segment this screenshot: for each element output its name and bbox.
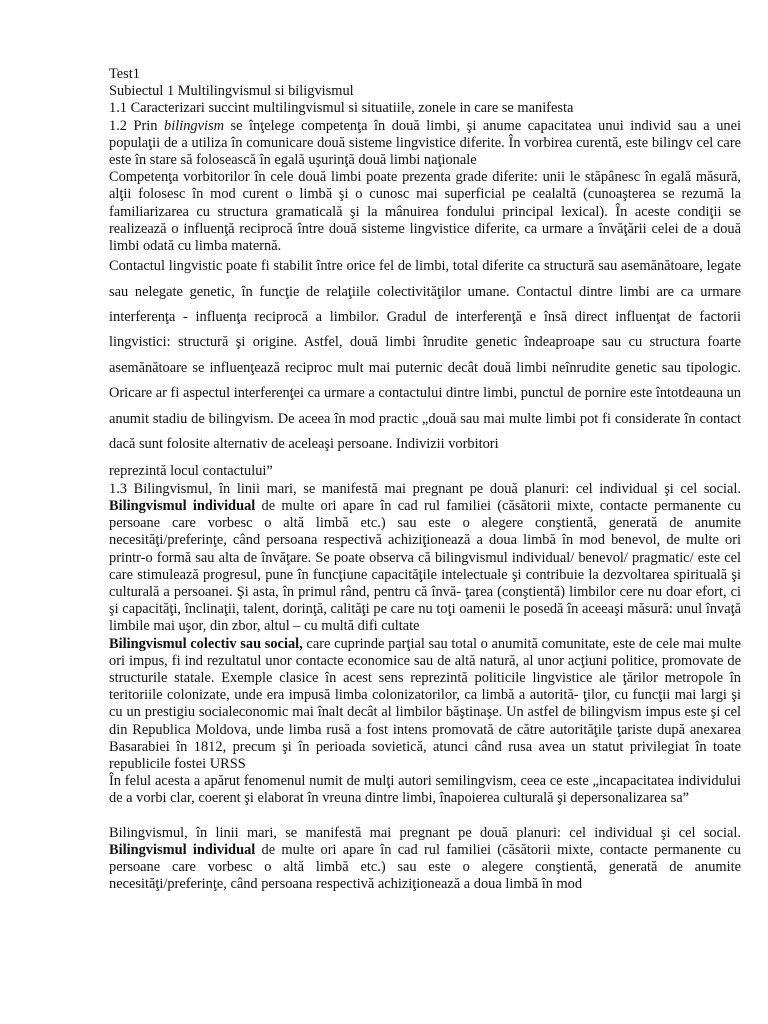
bold-bilingvismul-individual: Bilingvismul individual: [109, 497, 256, 514]
term-bilingvism: bilingvism: [164, 117, 225, 134]
bold-bilingvismul-individual-repeat: Bilingvismul individual: [109, 841, 256, 858]
paragraph-1-2-rest: se înţelege competenţa în două limbi, şi anume capacitatea unui individ sau a unei populaţii de a utiliza în comunicare două sisteme lingvistice diferite. În vorbirea curentă, este bilingv cel care este în stare să folosească în egală uşurinţă două limbi naţionale: [109, 117, 741, 169]
paragraph-repeat-rest: de multe ori apare în cad rul familiei (căsătorii mixte, contacte permanente cu persoane care vorbesc o altă limbă etc.) sau este o alegere conştientă, generată de anumite necesităţi/preferinţe, când persoana respectivă achiziţionează a doua limbă în mod: [109, 841, 741, 893]
paragraph-1-3-prefix: 1.3 Bilingvismul, în linii mari, se manifestă mai pregnant pe două planuri: cel individual şi cel social.: [109, 480, 741, 497]
paragraph-1-3-rest: de multe ori apare în cad rul familiei (căsătorii mixte, contacte permanente cu persoane care vorbesc o altă limbă etc.) sau este o alegere conştientă, generată de anumite necesităţi/preferinţe, când persoana respectivă achiziţionează a doua limbă în mod benevol, de multe ori printr-o formă sau alta de învăţare. Se poate observa că bilingvismul individual/ benevol/ pragmatic/ este cel care stimulează progresul, pune în funcţiune capacităţile intelectuale şi contribuie la dezvoltarea spirituală şi culturală a persoanei. Şi asta, în primul rând, pentru că învă- ţarea (conştientă) limbilor cere nu doar efort, ci şi capacităţi, înclinaţii, talent, dorinţă, calităţi pe care nu toţi oamenii le posedă în aceeaşi măsură: unul învaţă limbile mai uşor, din zbor, altul – cu multă difi cultate: [109, 497, 741, 635]
paragraph-1-2: [109, 118, 741, 170]
bold-bilingvismul-colectiv: Bilingvismul colectiv sau social,: [109, 635, 303, 652]
paragraph-contact-lingvistic: Contactul lingvistic poate fi stabilit între orice fel de limbi, total diferite ca structură sau asemănătoare, legate sau nelegate genetic, în funcţie de relaţiile colectivităţilor umane. Contactul dintre limbi are ca urmare interferenţa - influenţa reciprocă a limbilor. Gradul de interferenţă e însă direct influenţat de factorii lingvistici: structură şi origine. Astfel, două limbi înrudite genetic îndeaproape sau cu structura foarte asemănătoare se influenţează reciproc mult mai puternic decât două limbi neînrudite genetic sau tipologic. Oricare ar fi aspectul interferenţei ca urmare a contactului dintre limbi, punctul de pornire este întotdeauna un anumit stadiu de bilingvism. De aceea în mod practic „două sau mai multe limbi pot fi considerate în contact dacă sunt folosite alternativ de aceleaşi persoane. Indivizii vorbitori: [109, 258, 741, 453]
paragraph-repeat-prefix: Bilingvismul, în linii mari, se manifestă mai pregnant pe două planuri: cel individual şi cel social.: [109, 824, 741, 841]
document-page: [109, 66, 741, 893]
blank-line: [109, 808, 741, 825]
paragraph-repeat: [109, 825, 741, 894]
paragraph-competenta: Competenţa vorbitorilor în cele două limbi poate prezenta grade diferite: unii le stăpânesc în egală măsură, alţii folosesc în mod curent o limbă şi o cunosc mai superficial pe cealaltă (cunoaşterea se rezumă la familiarizarea cu structura gramaticală şi la mânuirea fondului principal lexical). În aceste condiţii se realizează o influenţă reciprocă între două sisteme lingvistice diferite, ca urmare a învăţării celei de a două limbi odată cu limba maternă.: [109, 169, 741, 255]
paragraph-1-3: [109, 481, 741, 636]
subject-heading: Subiectul 1 Multilingvismul si biligvismul: [109, 83, 354, 100]
paragraph-semilingvism: În felul acesta a apărut fenomenul numit de mulţi autori semilingvism, ceea ce este „incapacitatea individului de a vorbi clar, coerent şi elaborat în vreuna dintre limbi, înapoierea culturală şi depersonalizarea sa”: [109, 773, 741, 807]
paragraph-locul-contactului: reprezintă locul contactului”: [109, 463, 273, 480]
paragraph-1-2-prefix: 1.2 Prin: [109, 117, 165, 134]
document-title: Test1: [109, 66, 140, 82]
paragraph-colectiv-rest: care cuprinde parţial sau total o anumită comunitate, este de cele mai multe ori impus, fi ind rezultatul unor contacte economice sau de altă natură, al unor acţiuni politice, promovate de structurile statale. Exemple clasice în acest sens reprezintă politicile lingvistice ale ţărilor metropole în teritoriile colonizate, unde era impusă limba colonizatorilor, ca limbă a autorită- ţilor, cu funcţii mai largi şi cu un prestigiu socialeconomic mai înalt decât al limbilor băştinaşe. Un astfel de bilingvism impus este şi cel din Republica Moldova, unde limba rusă a fost intens promovată de către autorităţile ţariste după anexarea Basarabiei în 1812, precum şi în perioada sovietică, atunci când rusa avea un statut privilegiat în toate republicile fostei URSS: [109, 635, 742, 772]
paragraph-bilingvism-colectiv: [109, 636, 741, 774]
question-1-1: 1.1 Caracterizari succint multilingvismul si situatiile, zonele in care se manifesta: [109, 100, 574, 117]
